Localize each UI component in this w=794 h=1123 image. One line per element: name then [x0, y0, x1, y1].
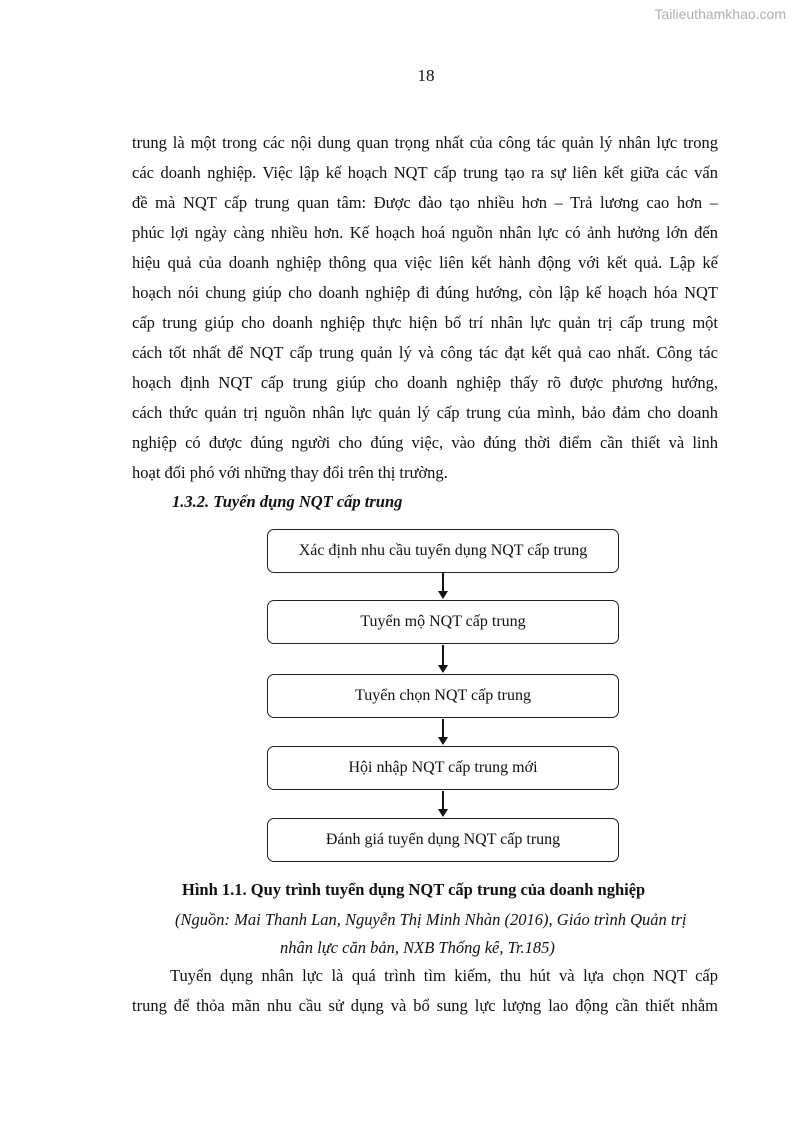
paragraph-line: trung để thỏa mãn nhu cầu sử dụng và bổ sung lực lượng lao động cần thiết nhằm: [132, 996, 718, 1015]
arrow-down-icon: [442, 791, 444, 810]
figure-source: nhân lực căn bản, NXB Thống kê, Tr.185): [280, 938, 555, 957]
paragraph-line: trung là một trong các nội dung quan trọng nhất của công tác quản lý nhân lực trong: [132, 133, 718, 152]
paragraph-line: đề mà NQT cấp trung quan tâm: Được đào tạo nhiều hơn – Trả lương cao hơn –: [132, 193, 718, 212]
paragraph-line: nghiệp có được đúng người cho đúng việc, vào đúng thời điểm cần thiết và linh: [132, 433, 718, 452]
paragraph-line: hoạt đối phó với những thay đổi trên thị trường.: [132, 463, 448, 482]
flowchart-step-4: Hội nhập NQT cấp trung mới: [267, 746, 619, 790]
page-number: 18: [417, 66, 435, 85]
paragraph-line: Tuyển dụng nhân lực là quá trình tìm kiếm, thu hút và lựa chọn NQT cấp: [170, 966, 718, 985]
paragraph-line: phúc lợi ngày càng nhiều hơn. Kế hoạch hoá nguồn nhân lực có ảnh hưởng lớn đến: [132, 223, 718, 242]
paragraph-line: hiệu quả của doanh nghiệp thông qua việc liên kết hành động với kết quả. Lập kế: [132, 253, 718, 272]
watermark: Tailieuthamkhao.com: [654, 6, 786, 22]
flowchart-step-3: Tuyển chọn NQT cấp trung: [267, 674, 619, 718]
paragraph-line: cách tốt nhất để NQT cấp trung quản lý và công tác đạt kết quả cao nhất. Công tác: [132, 343, 718, 362]
flowchart-step-1: Xác định nhu cầu tuyển dụng NQT cấp trung: [267, 529, 619, 573]
paragraph-line: cách thức quản trị nguồn nhân lực quản lý cấp trung của mình, bảo đảm cho doanh: [132, 403, 718, 422]
arrow-down-icon: [442, 573, 444, 592]
arrow-down-icon: [442, 645, 444, 666]
figure-caption: Hình 1.1. Quy trình tuyển dụng NQT cấp trung của doanh nghiệp: [182, 880, 646, 899]
arrow-down-icon: [442, 719, 444, 738]
section-heading: 1.3.2. Tuyển dụng NQT cấp trung: [172, 492, 403, 511]
paragraph-line: cấp trung giúp cho doanh nghiệp thực hiện bố trí nhân lực quản trị cấp trung một: [132, 313, 718, 332]
paragraph-line: hoạch định NQT cấp trung giúp cho doanh nghiệp thấy rõ được phương hướng,: [132, 373, 718, 392]
flowchart-step-5: Đánh giá tuyển dụng NQT cấp trung: [267, 818, 619, 862]
flowchart-step-2: Tuyển mộ NQT cấp trung: [267, 600, 619, 644]
figure-source: (Nguồn: Mai Thanh Lan, Nguyễn Thị Minh Nhàn (2016), Giáo trình Quản trị: [175, 910, 687, 929]
paragraph-line: các doanh nghiệp. Việc lập kế hoạch NQT cấp trung tạo ra sự liên kết giữa các vấn: [132, 163, 718, 182]
paragraph-line: hoạch nói chung giúp cho doanh nghiệp đi đúng hướng, còn lập kế hoạch hóa NQT: [132, 283, 718, 302]
